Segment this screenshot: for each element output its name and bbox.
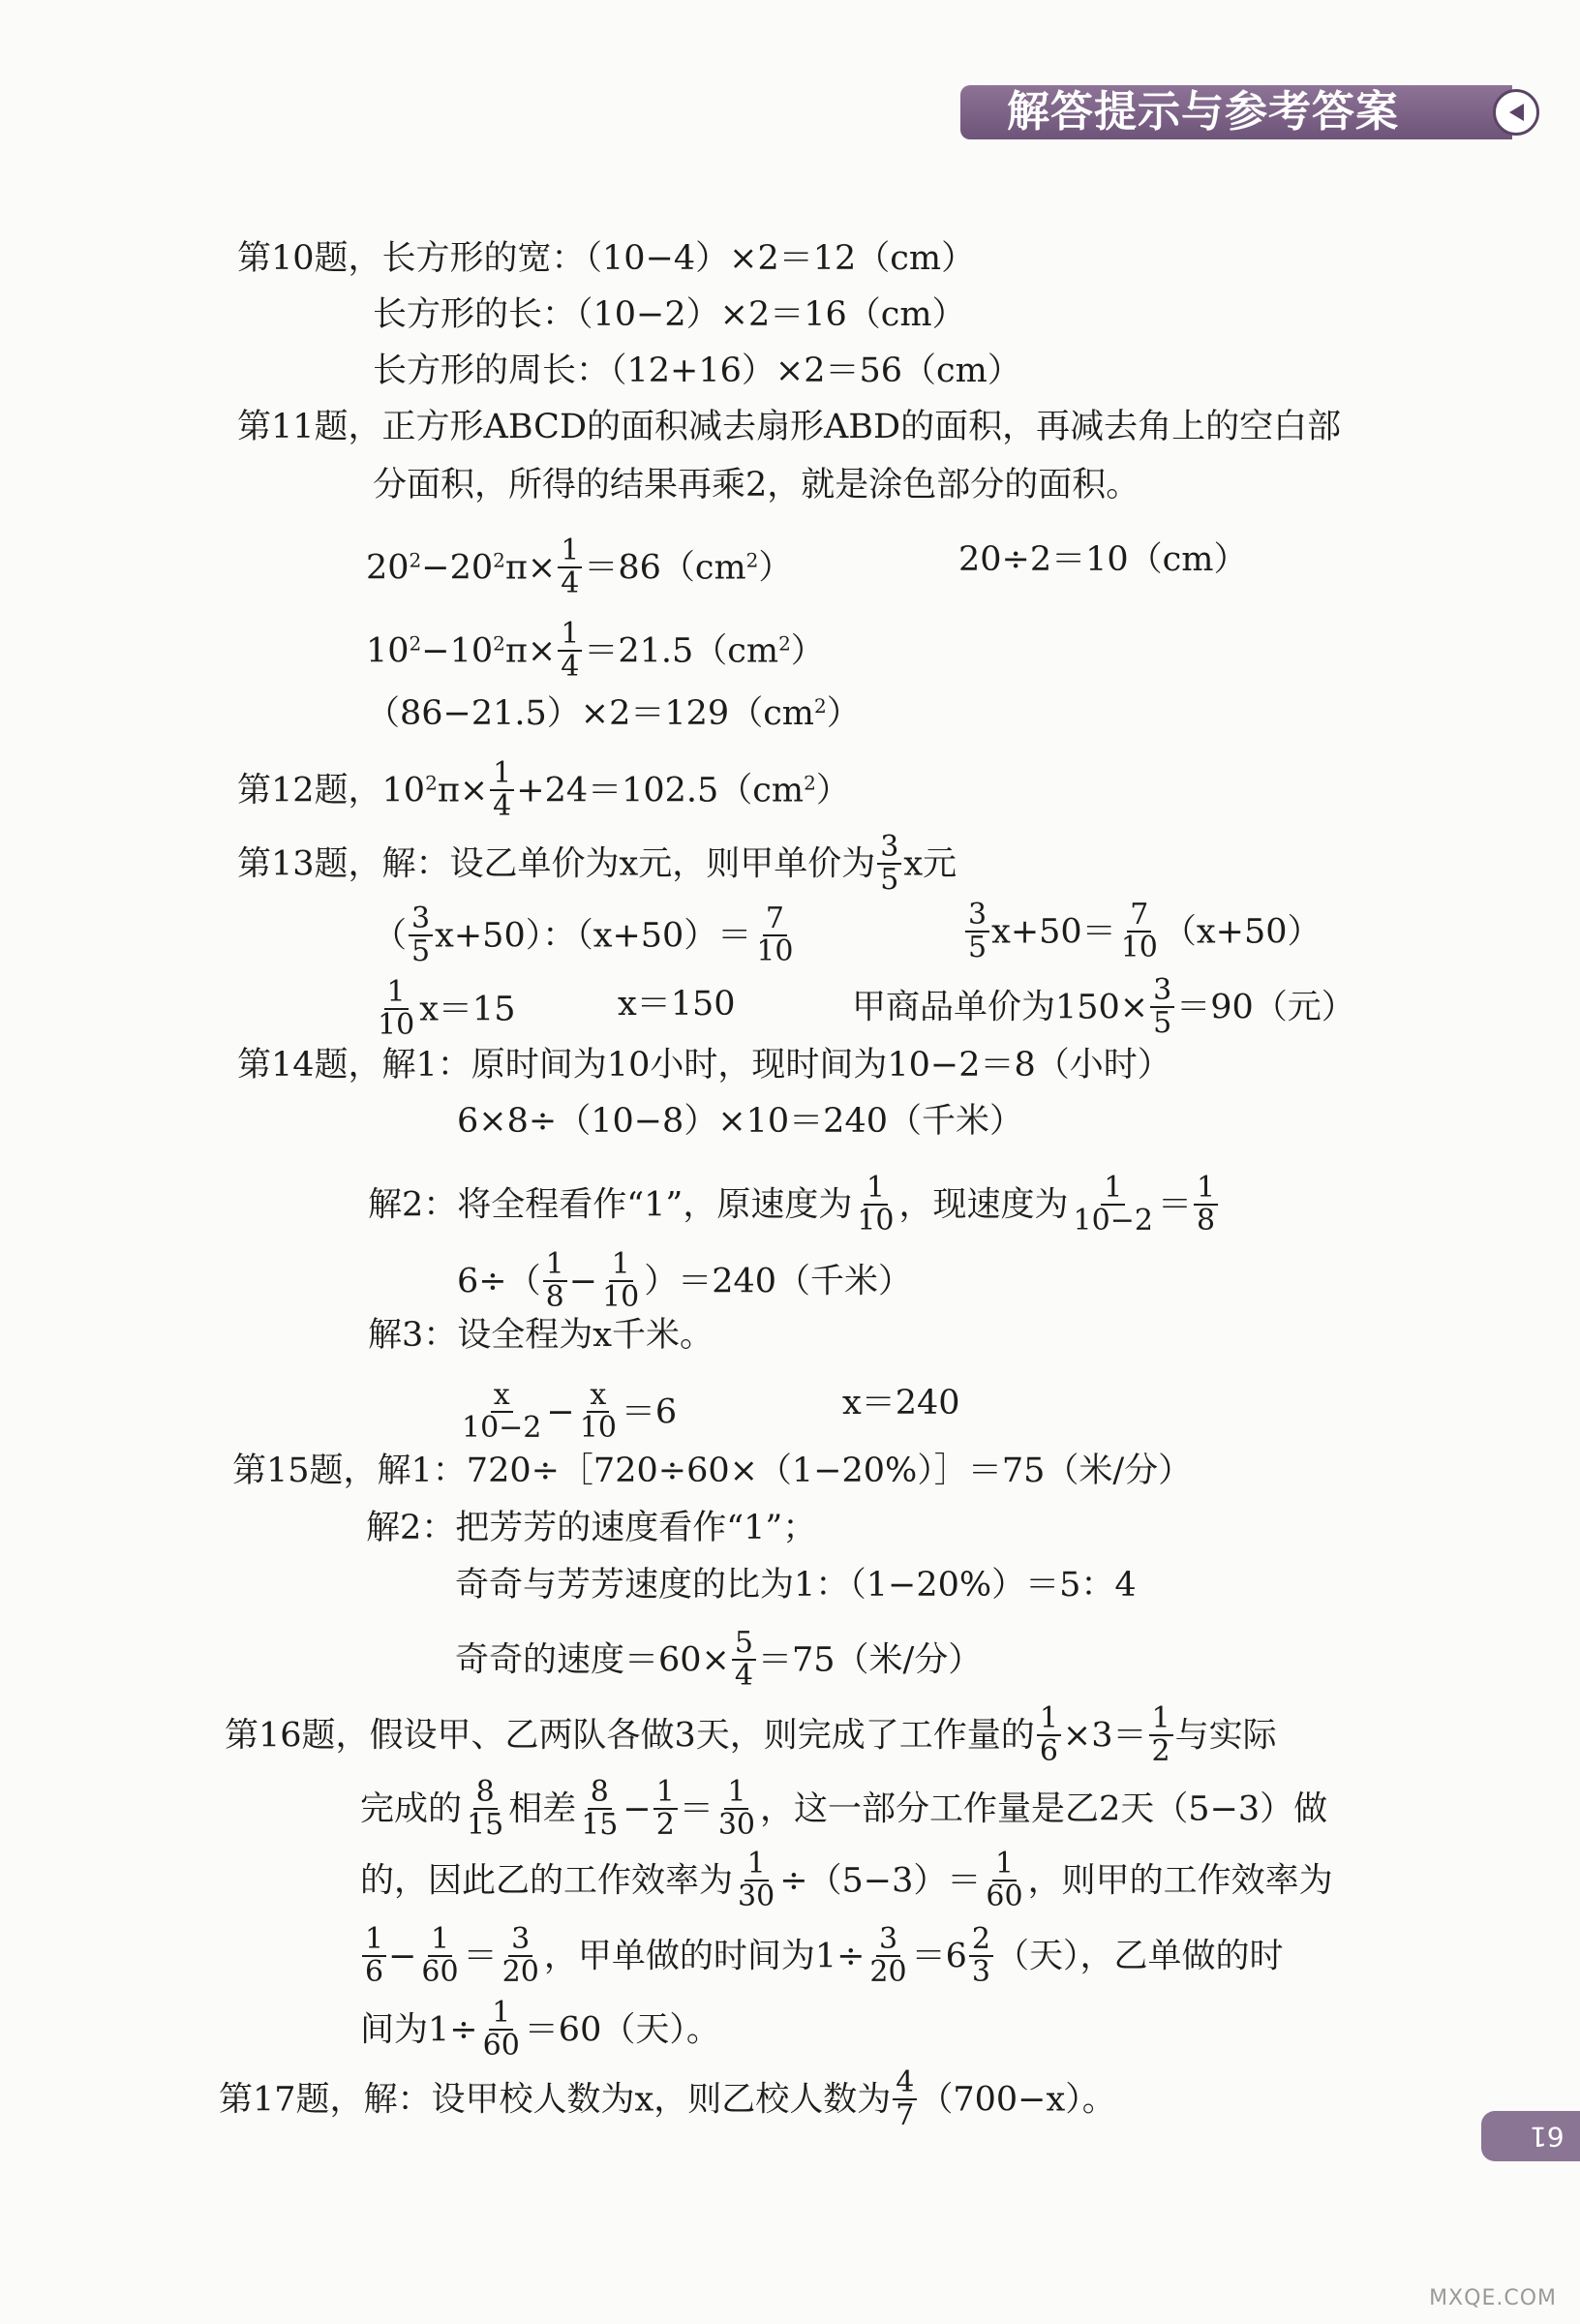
fraction: $\frac{1}{10}$: [602, 1247, 640, 1314]
q15-line-4: 奇奇的速度＝60× $\frac{5}{4}$ ＝75（米/分）: [455, 1626, 983, 1693]
fraction: $\frac{1}{8}$: [543, 1250, 567, 1312]
q10-line-3: 长方形的周长：（12+16）×2＝56（cm）: [373, 352, 1021, 390]
q10-line-1: 第10题，长方形的宽：（10−4）×2＝12（cm）: [237, 239, 976, 278]
q13-eq-3: $\frac{1}{10}$ x＝15: [373, 980, 515, 1042]
fraction: $\frac{x}{10-2}$: [462, 1378, 542, 1445]
q16-line-2: 完成的 $\frac{8}{15}$ 相差 $\frac{8}{15}$ − $\frac{1}{2}$ ＝ $\frac{1}{30}$ ，这一部分工作量是乙2天（5−3）做: [360, 1775, 1328, 1842]
fraction: $\frac{1}{6}$: [1037, 1704, 1061, 1766]
q13-eq-4: x＝150: [618, 985, 736, 1024]
q15-line-3: 奇奇与芳芳速度的比为1：（1−20%）＝5：4: [455, 1566, 1137, 1605]
q11-eq-3: $10^2-10^2\pi\times$ $\frac{1}{4}$ $=21.5(cm^2)$: [366, 617, 825, 684]
q13-line-1: 第13题，解：设乙单价为x元，则甲单价为 $\frac{3}{5}$ x元: [237, 830, 957, 897]
q13-eq-1: （ $\frac{3}{5}$ x+50）：（x+50）＝ $\frac{7}{10}$: [373, 906, 799, 968]
fraction: $\frac{1}{2}$: [1149, 1704, 1173, 1766]
q14-line-6: $\frac{x}{10-2}$ − $\frac{x}{10}$ ＝6: [457, 1383, 677, 1445]
fraction: $\frac{1}{8}$: [1194, 1174, 1218, 1236]
q11-line-1: 第11题，正方形ABCD的面积减去扇形ABD的面积，再减去角上的空白部: [237, 408, 1342, 446]
page-number-tab: [1481, 2111, 1580, 2161]
q15-line-2: 解2：把芳芳的速度看作“1”；: [366, 1509, 817, 1547]
q10-line-2: 长方形的长：（10−2）×2＝16（cm）: [373, 295, 966, 334]
q11-eq-2: 20÷2＝10（cm）: [958, 540, 1248, 579]
fraction: $\frac{1}{10}$: [857, 1171, 895, 1238]
q16-line-3: 的，因此乙的工作效率为 $\frac{1}{30}$ ÷（5−3）＝ $\frac{1}{60}$ ，则甲的工作效率为: [360, 1847, 1333, 1913]
q11-line-2: 分面积，所得的结果再乘2，就是涂色部分的面积。: [373, 466, 1140, 505]
q13-eq-5: 甲商品单价为150× $\frac{3}{5}$ ＝90（元）: [852, 973, 1355, 1040]
fraction: $\frac{7}{10}$: [756, 902, 794, 968]
fraction: $\frac{4}{7}$: [893, 2068, 917, 2130]
q13-eq-2: $\frac{3}{5}$ x+50＝ $\frac{7}{10}$ （x+50）: [963, 902, 1322, 964]
fraction: $\frac{1}{60}$: [421, 1922, 459, 1989]
q14-line-2: 6×8÷（10−8）×10＝240（千米）: [457, 1102, 1023, 1141]
q14-line-5: 解3：设全程为x千米。: [368, 1316, 714, 1355]
fraction: $\frac{3}{5}$: [877, 833, 901, 895]
fraction: $\frac{1}{30}$: [717, 1775, 756, 1842]
section-header-title: 解答提示与参考答案: [1007, 87, 1399, 137]
fraction: $\frac{3}{20}$: [501, 1922, 539, 1989]
fraction: $\frac{1}{4}$: [558, 620, 582, 682]
fraction: $\frac{1}{6}$: [362, 1925, 386, 1987]
q16-line-4: $\frac{1}{6}$ − $\frac{1}{60}$ ＝ $\frac{3}{20}$ ，甲单做的时间为1÷ $\frac{3}{20}$ ＝6 $\frac{2}{3}$ （天），乙单做的时: [360, 1927, 1284, 1989]
q17-line-1: 第17题，解：设甲校人数为x，则乙校人数为 $\frac{4}{7}$ （700−x）。: [219, 2065, 1116, 2132]
q14-line-1: 第14题，解1：原时间为10小时，现时间为10−2＝8（小时）: [237, 1046, 1171, 1085]
q14-line-6-x: x＝240: [842, 1384, 960, 1422]
q11-eq-4: $(86-21.5)\times 2=129(cm^2)$: [366, 694, 861, 733]
q14-line-4: 6÷（ $\frac{1}{8}$ − $\frac{1}{10}$ ）＝240（千米）: [457, 1247, 913, 1314]
fraction: $\frac{1}{4}$: [558, 536, 582, 598]
fraction: $\frac{8}{15}$: [581, 1775, 619, 1842]
fraction: $\frac{3}{5}$: [1150, 976, 1174, 1038]
triangle-left-icon: [1493, 89, 1539, 136]
fraction: $\frac{3}{5}$: [965, 901, 989, 963]
fraction: $\frac{5}{4}$: [732, 1629, 756, 1691]
fraction: $\frac{1}{4}$: [490, 759, 514, 821]
q14-line-3: 解2：将全程看作“1”，原速度为 $\frac{1}{10}$ ，现速度为 $\frac{1}{10-2}$ ＝ $\frac{1}{8}$: [368, 1176, 1220, 1238]
watermark: MXQE.COM: [1429, 2286, 1557, 2310]
fraction: $\frac{1}{10}$: [378, 975, 415, 1042]
fraction: $\frac{2}{3}$: [969, 1925, 993, 1987]
q15-line-1: 第15题，解1：720÷［720÷60×（1−20%）］＝75（米/分）: [232, 1452, 1193, 1490]
page-number: 61: [1530, 2121, 1565, 2153]
fraction: $\frac{1}{60}$: [986, 1847, 1023, 1913]
fraction: $\frac{1}{2}$: [653, 1778, 678, 1840]
fraction: $\frac{8}{15}$: [467, 1775, 504, 1842]
fraction: $\frac{1}{10-2}$: [1073, 1171, 1153, 1238]
q12-line: 第12题，$10^2\pi\times$ $\frac{1}{4}$ $+24=102.5(cm^2)$: [237, 756, 850, 823]
fraction: $\frac{1}{60}$: [482, 1996, 520, 2063]
fraction: $\frac{7}{10}$: [1120, 898, 1158, 964]
fraction: $\frac{x}{10}$: [579, 1378, 617, 1445]
q16-line-1: 第16题，假设甲、乙两队各做3天，则完成了工作量的 $\frac{1}{6}$ ×3＝ $\frac{1}{2}$ 与实际: [225, 1701, 1277, 1768]
fraction: $\frac{3}{20}$: [869, 1922, 907, 1989]
fraction: $\frac{1}{30}$: [738, 1847, 775, 1913]
fraction: $\frac{3}{5}$: [409, 904, 433, 966]
q16-line-5: 间为1÷ $\frac{1}{60}$ ＝60（天）。: [360, 1996, 720, 2063]
q11-eq-1: $20^2-20^2\pi\times$ $\frac{1}{4}$ $=86(cm^2)$: [366, 534, 793, 600]
